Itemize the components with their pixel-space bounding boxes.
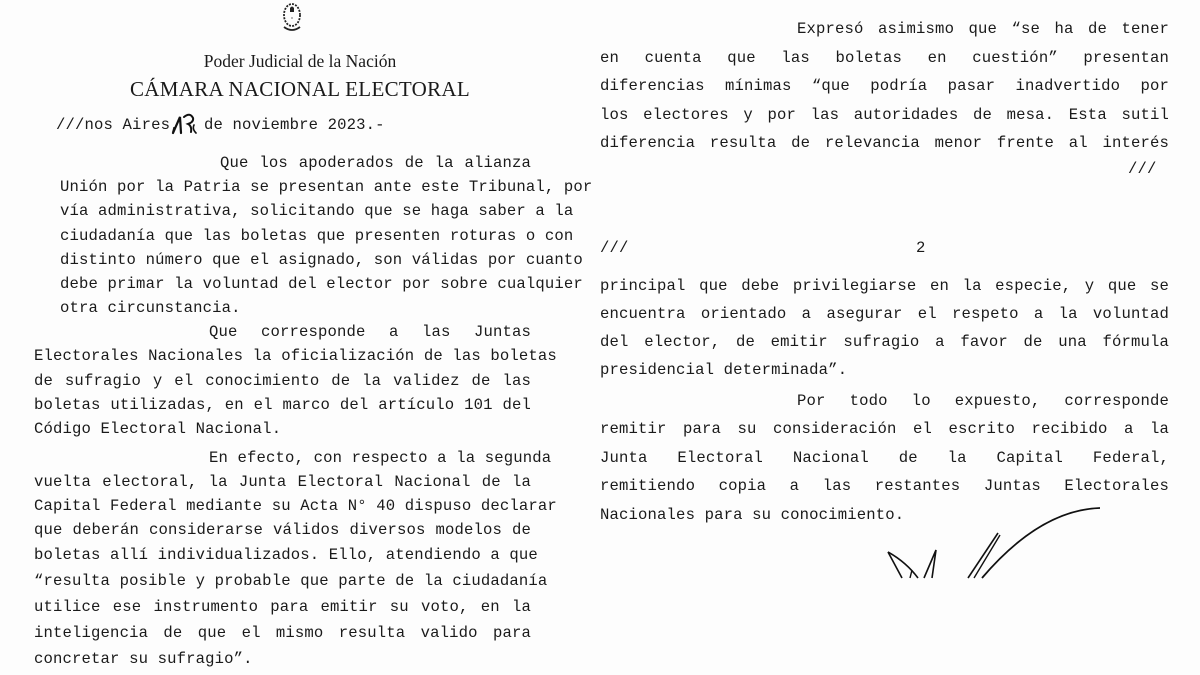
text-line: Capital Federal mediante su Acta N° 40 dispuso declarar	[34, 497, 557, 515]
text-line: presidencial determinada”.	[600, 361, 848, 379]
coat-of-arms-icon	[279, 0, 305, 36]
text-line: otra circunstancia.	[60, 299, 241, 317]
dateline-suffix: de noviembre 2023.-	[204, 116, 385, 134]
text-line: diferencia resulta de relevancia menor frente al interés	[600, 134, 1169, 152]
handwritten-day-19	[170, 111, 200, 137]
text-line: Nacionales para su conocimiento.	[600, 506, 905, 524]
text-line: En efecto, con respecto a la segunda	[209, 449, 552, 467]
text-line: ciudadanía que las boletas que presenten roturas o con	[60, 227, 574, 245]
dateline-prefix: ///nos Aires,	[56, 116, 180, 134]
text-line: encuentra orientado a asegurar el respeto a la voluntad	[600, 305, 1169, 323]
text-line: utilice ese instrumento para emitir su voto, en la	[34, 598, 531, 616]
page-number: 2	[916, 239, 926, 257]
text-line: inteligencia de que el mismo resulta valido para	[34, 624, 531, 642]
text-line: en cuenta que las boletas en cuestión” presentan	[600, 49, 1169, 67]
text-line: del elector, de emitir sufragio a favor de una fórmula	[600, 333, 1169, 351]
text-line: remitiendo copia a las restantes Juntas Electorales	[600, 477, 1169, 495]
text-line: Por todo lo expuesto, corresponde	[797, 392, 1169, 410]
text-line: concretar su sufragio”.	[34, 650, 253, 668]
text-line: diferencias mínimas “que podría pasar inadvertido por	[600, 77, 1169, 95]
text-line: debe primar la voluntad del elector por sobre cualquier	[60, 275, 583, 293]
text-line: boletas utilizadas, en el marco del artículo 101 del	[34, 396, 531, 414]
continuation-mark-end: ///	[1128, 160, 1157, 178]
text-line: Expresó asimismo que “se ha de tener	[797, 20, 1169, 38]
text-line: Electorales Nacionales la oficialización de las boletas	[34, 347, 557, 365]
text-line: de sufragio y el conocimiento de la validez de las	[34, 372, 531, 390]
text-line: Que corresponde a las Juntas	[209, 323, 531, 341]
institution-title: Poder Judicial de la Nación	[203, 51, 397, 71]
text-line: vuelta electoral, la Junta Electoral Nacional de la	[34, 473, 531, 491]
text-line: distinto número que el asignado, son válidas por cuanto	[60, 251, 583, 269]
signature-mark	[880, 500, 1200, 590]
text-line: remitir para su consideración el escrito recibido a la	[600, 420, 1169, 438]
text-line: Que los apoderados de la alianza	[220, 154, 531, 172]
document-page-1	[0, 0, 593, 675]
continuation-mark-start: ///	[600, 239, 629, 257]
text-line: Código Electoral Nacional.	[34, 420, 282, 438]
text-line: Unión por la Patria se presentan ante este Tribunal, por	[60, 178, 593, 196]
text-line: principal que debe privilegiarse en la especie, y que se	[600, 277, 1169, 295]
text-line: “resulta posible y probable que parte de la ciudadanía	[34, 572, 548, 590]
text-line: boletas allí individualizados. Ello, atendiendo a que	[34, 546, 538, 564]
text-line: vía administrativa, solicitando que se haga saber a la	[60, 202, 574, 220]
text-line: los electores y por las autoridades de mesa. Esta sutil	[600, 106, 1169, 124]
chamber-title: CÁMARA NACIONAL ELECTORAL	[129, 77, 470, 101]
text-line: Junta Electoral Nacional de la Capital Federal,	[600, 449, 1169, 467]
text-line: que deberán considerarse válidos diversos modelos de	[34, 521, 531, 539]
